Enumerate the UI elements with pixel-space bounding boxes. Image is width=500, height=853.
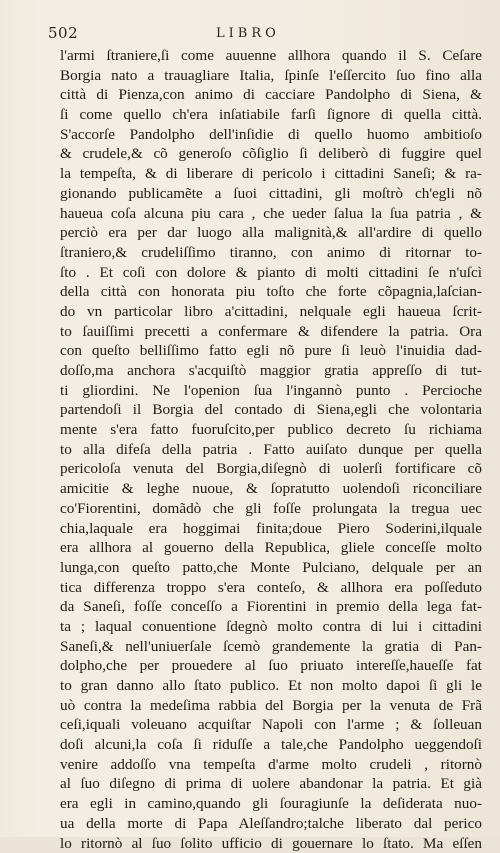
text-line: ti gliordini. Ne l'openion ſua l'ingannò punto . Percioche xyxy=(60,381,482,401)
text-line: to gran danno allo ſtato publico. Et non molto dapoi ſi gli le xyxy=(60,676,482,696)
text-line: da Saneſi, foſſe conceſſo a Fiorentini in premio della lega fat- xyxy=(60,597,482,617)
text-line: era egli in camino,quando gli ſouragiunſe la deſiderata nuo- xyxy=(60,794,482,814)
text-line: amicitie & leghe nuoue, & ſopratutto uolendoſi riconciliare xyxy=(60,479,482,499)
text-line: Saneſi,& nell'uniuerſale ſcemò grandemente la gratia di Pan- xyxy=(60,637,482,657)
text-line: partendoſi il Borgia del contado di Siena,egli che volontaria xyxy=(60,400,482,420)
text-line: do vn particolar libro a'cittadini, nelquale egli haueua ſcrit- xyxy=(60,302,482,322)
text-line: dolpho,che per prouedere al ſuo priuato intereſſe,haueſſe fat xyxy=(60,656,482,676)
text-line: doſſo,ma anchora s'acquiſtò maggior gratia appreſſo di tut- xyxy=(60,361,482,381)
text-line: ta ; laqual conuentione ſdegnò molto contra di lui i cittadini xyxy=(60,617,482,637)
text-line: to alla difeſa della patria . Fatto auiſato dunque per quella xyxy=(60,440,482,460)
text-line: l'armi ſtraniere,ſi come auuenne allhora quando il S. Ceſare xyxy=(60,46,482,66)
text-line: perciò era per dar luogo alla malignità,& all'ardire di quello xyxy=(60,223,482,243)
text-line: to ſauiſſimi precetti a confermare & difendere la patria. Ora xyxy=(60,322,482,342)
text-line: ceſi,iquali voleuano acquiſtar Napoli con l'arme ; & ſolleuan xyxy=(60,715,482,735)
text-line: ſtraniero,& crudeliſſimo tiranno, con animo di ritornar to- xyxy=(60,243,482,263)
text-line: al ſuo diſegno di prima di uolere abandonar la patria. Et già xyxy=(60,774,482,794)
text-line: mente s'era fatto fuoruſcito,per publico decreto ſu richiama xyxy=(60,420,482,440)
text-line: della città con honorata piu toſto che forte cõpagnia,laſcian- xyxy=(60,282,482,302)
text-line: chia,laquale era hoggimai finita;doue Piero Soderini,ilquale xyxy=(60,519,482,539)
text-line: Borgia nato a trauagliare Italia, ſpinſe l'eſſercito ſuo fino alla xyxy=(60,66,482,86)
page-number: 502 xyxy=(48,24,78,42)
text-line: ua della morte di Papa Aleſſandro;talche liberato dal perico xyxy=(60,814,482,834)
text-line: lunga,con queſto patto,che Monte Pulciano, delquale per an xyxy=(60,558,482,578)
text-line: era allhora al gouerno della Republica, gliele conceſſe molto xyxy=(60,538,482,558)
text-line: gionando publicamẽte a ſuoi cittadini, gli moſtrò ch'egli nõ xyxy=(60,184,482,204)
text-line: uò contra la medeſima rabbia del Borgia per la venuta de Frã xyxy=(60,696,482,716)
page-header xyxy=(48,24,452,48)
text-line: & crudele,& cõ generoſo cõſiglio ſi deliberò di fuggire quel xyxy=(60,144,482,164)
text-line: co'Fiorentini, domãdò che gli foſſe prolungata la tregua uec xyxy=(60,499,482,519)
text-line: haueua coſa alcuna piu cara , che ueder ſalua la ſua patria , & xyxy=(60,204,482,224)
text-line: tica differenza troppo s'era conteſo, & allhora era poſſeduto xyxy=(60,578,482,598)
running-head: LIBRO xyxy=(216,26,280,41)
text-line: S'accorſe Pandolpho dell'inſidie di quello huomo ambitioſo xyxy=(60,125,482,145)
text-line: pericoloſa venuta del Borgia,diſegnò di uolerſi fortificare cõ xyxy=(60,459,482,479)
body-text xyxy=(60,46,482,853)
text-line: lo ritornò al ſuo ſolito ufficio di gouernare lo ſtato. Ma eſſen xyxy=(60,834,482,853)
text-line: doſi alcuni,la coſa ſi riduſſe a tale,che Pandolpho ueggendoſi xyxy=(60,735,482,755)
text-line: città di Pienza,con animo di cacciare Pandolpho di Siena, & xyxy=(60,85,482,105)
text-line: ſto . Et coſi con dolore & pianto di molti cittadini ſe n'uſcì xyxy=(60,263,482,283)
text-line: con queſto belliſſimo fatto egli nõ pure ſi leuò l'inuidia dad- xyxy=(60,341,482,361)
text-line: ſi come quello ch'era inſatiabile farſi ſignore di quella città. xyxy=(60,105,482,125)
text-line: la tempeſta, & di liberare di pericolo i cittadini Saneſi; & ra- xyxy=(60,164,482,184)
text-line: venire addoſſo vna tempeſta d'arme molto crudeli , ritornò xyxy=(60,755,482,775)
